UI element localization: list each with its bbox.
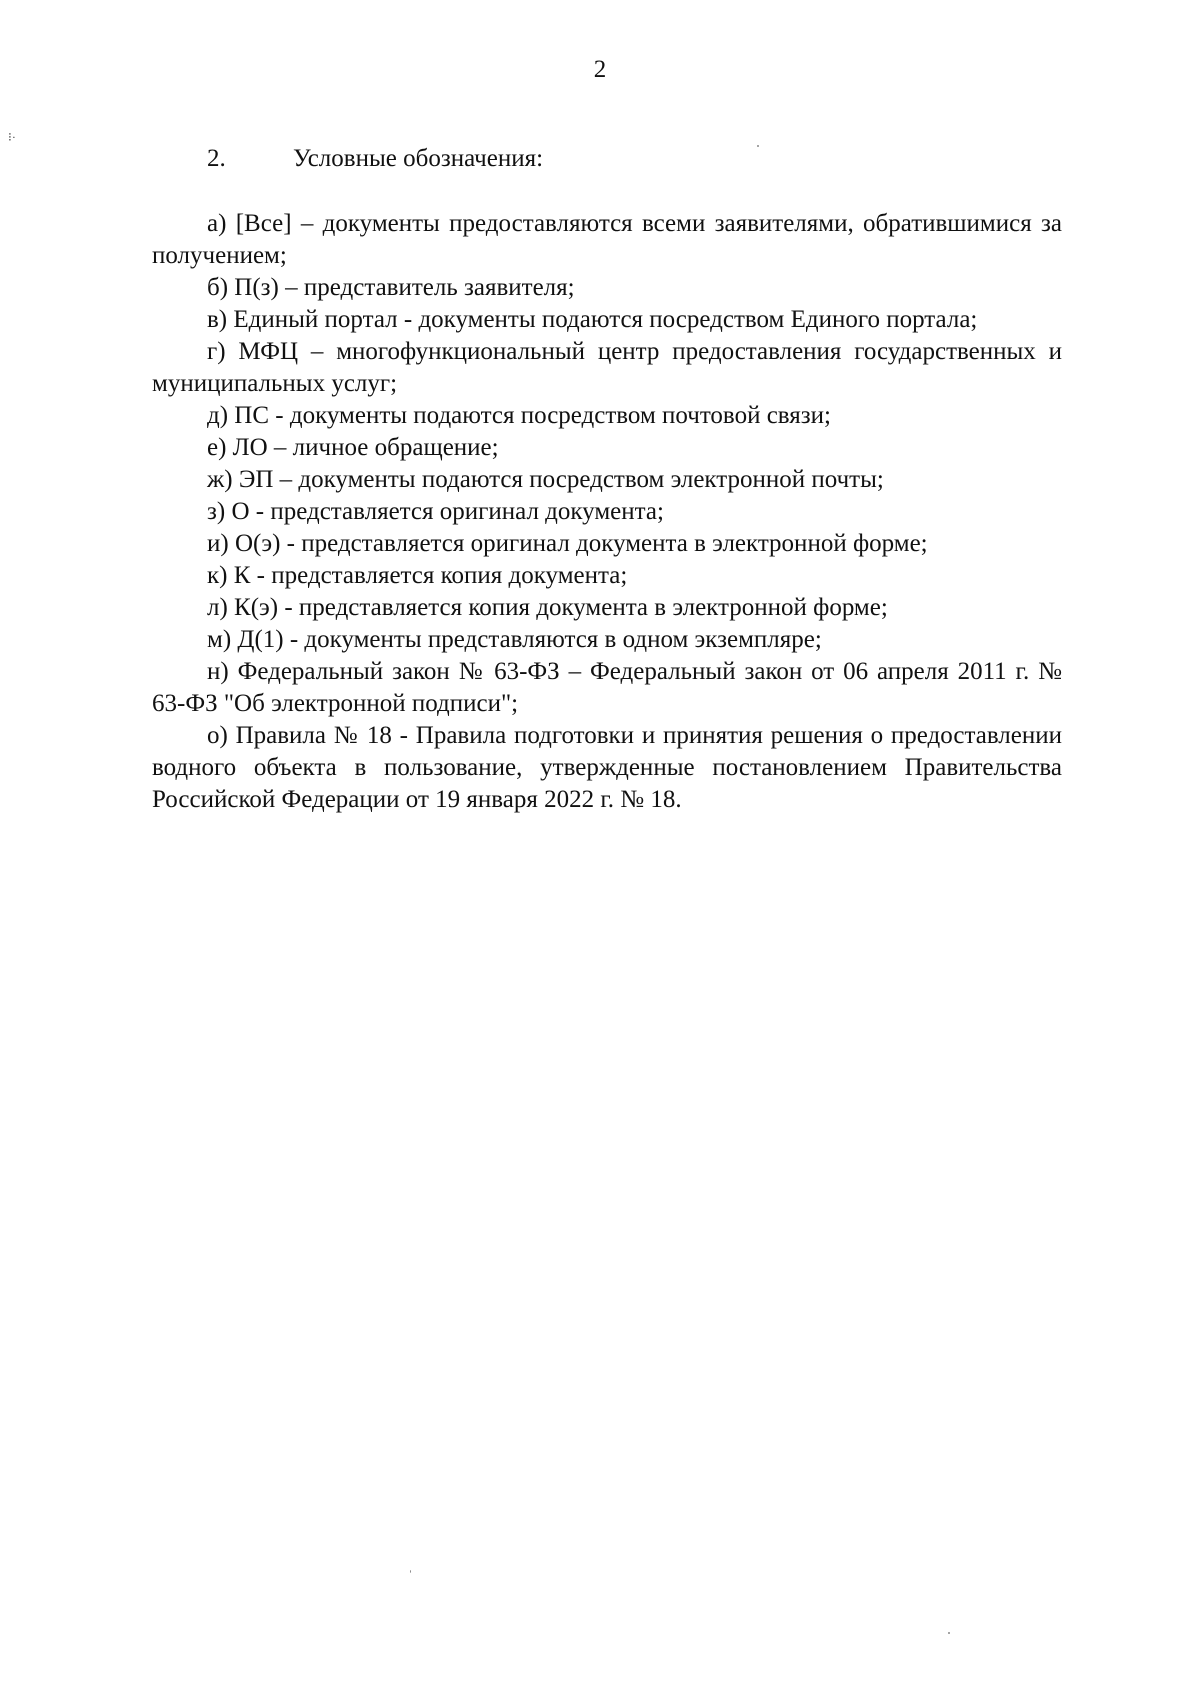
definition-item-n: н) Федеральный закон № 63-ФЗ – Федеральный закон от 06 апреля 2011 г. № 63-ФЗ "Об электронной подписи"; [152, 658, 1062, 717]
definition-item-m: м) Д(1) - документы представляются в одном экземпляре; [207, 626, 822, 653]
definition-item-d: д) ПС - документы подаются посредством почтовой связи; [207, 402, 831, 429]
definition-item-i: и) О(э) - представляется оригинал документа в электронной форме; [207, 530, 928, 557]
section-title: Условные обозначения: [293, 145, 544, 172]
definitions-list [152, 208, 1062, 816]
definition-item-z: з) О - представляется оригинал документа; [207, 498, 664, 525]
definition-item-k: к) К - представляется копия документа; [207, 562, 628, 589]
scan-artifact: ⁝· [8, 130, 16, 144]
section-heading [207, 144, 543, 174]
definition-item-g: г) МФЦ – многофункциональный центр предоставления государственных и муниципальных услуг; [152, 338, 1062, 397]
page-number: 2 [593, 56, 607, 83]
definition-item-v: в) Единый портал - документы подаются посредством Единого портала; [207, 306, 978, 333]
definition-item-b: б) П(з) – представитель заявителя; [207, 274, 575, 301]
scan-dust [948, 1632, 950, 1634]
definition-item-o: о) Правила № 18 - Правила подготовки и принятия решения о предоставлении водного объекта в пользование, утвержденные постановлением Правительства Российской Федерации от 19 января 2022 г. № 18. [152, 722, 1062, 813]
definition-item-a: а) [Все] – документы предоставляются всеми заявителями, обратившимися за получением; [152, 210, 1062, 269]
section-number: 2. [207, 145, 226, 172]
definition-item-e: е) ЛО – личное обращение; [207, 434, 499, 461]
scan-dust [410, 1570, 411, 1573]
scan-dust [757, 145, 759, 147]
definition-item-zh: ж) ЭП – документы подаются посредством электронной почты; [207, 466, 884, 493]
definition-item-l: л) К(э) - представляется копия документа в электронной форме; [207, 594, 888, 621]
